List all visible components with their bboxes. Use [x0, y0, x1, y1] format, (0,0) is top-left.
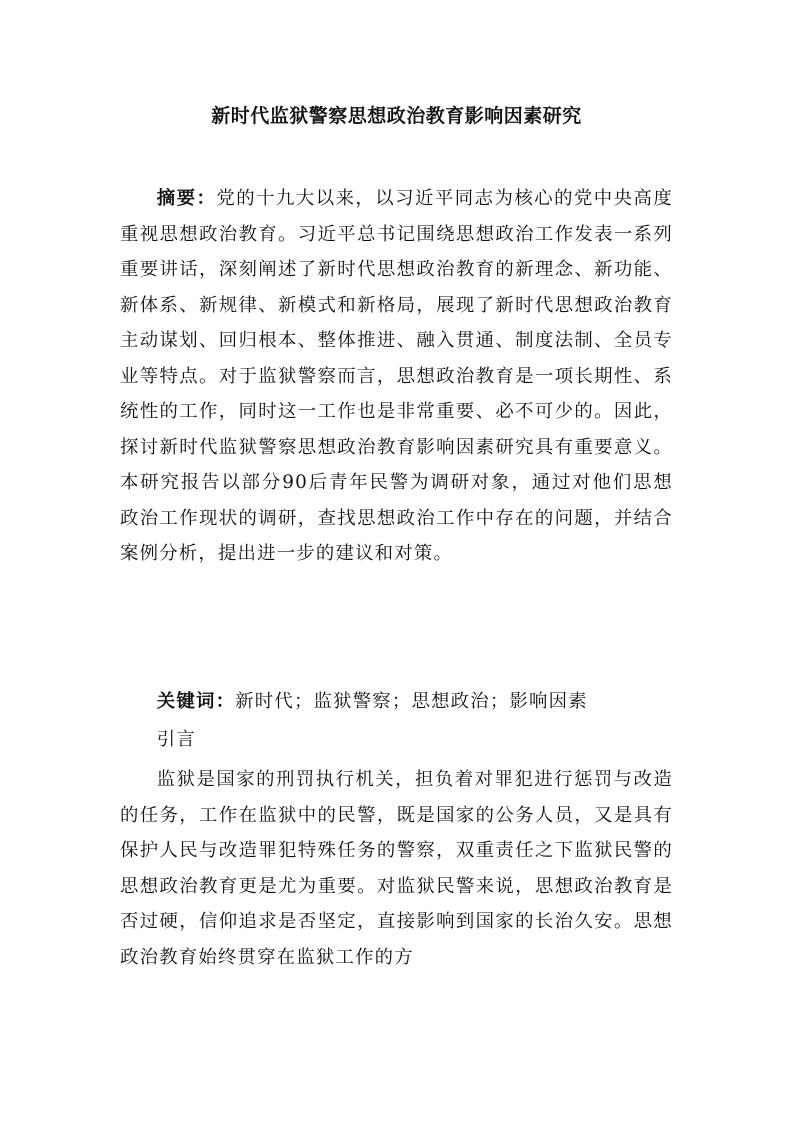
abstract-paragraph [120, 181, 673, 572]
keywords-paragraph [120, 684, 673, 720]
keywords-label: 关键词： [156, 691, 236, 712]
intro-text: 监狱是国家的刑罚执行机关，担负着对罪犯进行惩罚与改造的任务，工作在监狱中的民警，既是国家的公务人员，又是具有保护人民与改造罪犯特殊任务的警察，双重责任之下监狱民警的思想政治教育更是尤为重要。对监狱民警来说，思想政治教育是否过硬，信仰追求是否坚定，直接影响到国家的长治久安。思想政治教育始终贯穿在监狱工作的方 [120, 769, 673, 968]
keywords-text: 新时代；监狱警察；思想政治；影响因素 [235, 691, 588, 712]
abstract-label: 摘要： [156, 188, 217, 209]
abstract-text: 党的十九大以来，以习近平同志为核心的党中央高度重视思想政治教育。习近平总书记围绕思想政治工作发表一系列重要讲话，深刻阐述了新时代思想政治教育的新理念、新功能、新体系、新规律、新模式和新格局，展现了新时代思想政治教育主动谋划、回归根本、整体推进、融入贯通、制度法制、全员专业等特点。对于监狱警察而言，思想政治教育是一项长期性、系统性的工作，同时这一工作也是非常重要、必不可少的。因此，探讨新时代监狱警察思想政治教育影响因素研究具有重要意义。本研究报告以部分90后青年民警为调研对象，通过对他们思想政治工作现状的调研，查找思想政治工作中存在的问题，并结合案例分析，提出进一步的建议和对策。 [120, 188, 673, 564]
intro-heading: 引言 [156, 729, 196, 750]
document-title: 新时代监狱警察思想政治教育影响因素研究 [211, 105, 582, 127]
intro-paragraph [120, 762, 673, 975]
